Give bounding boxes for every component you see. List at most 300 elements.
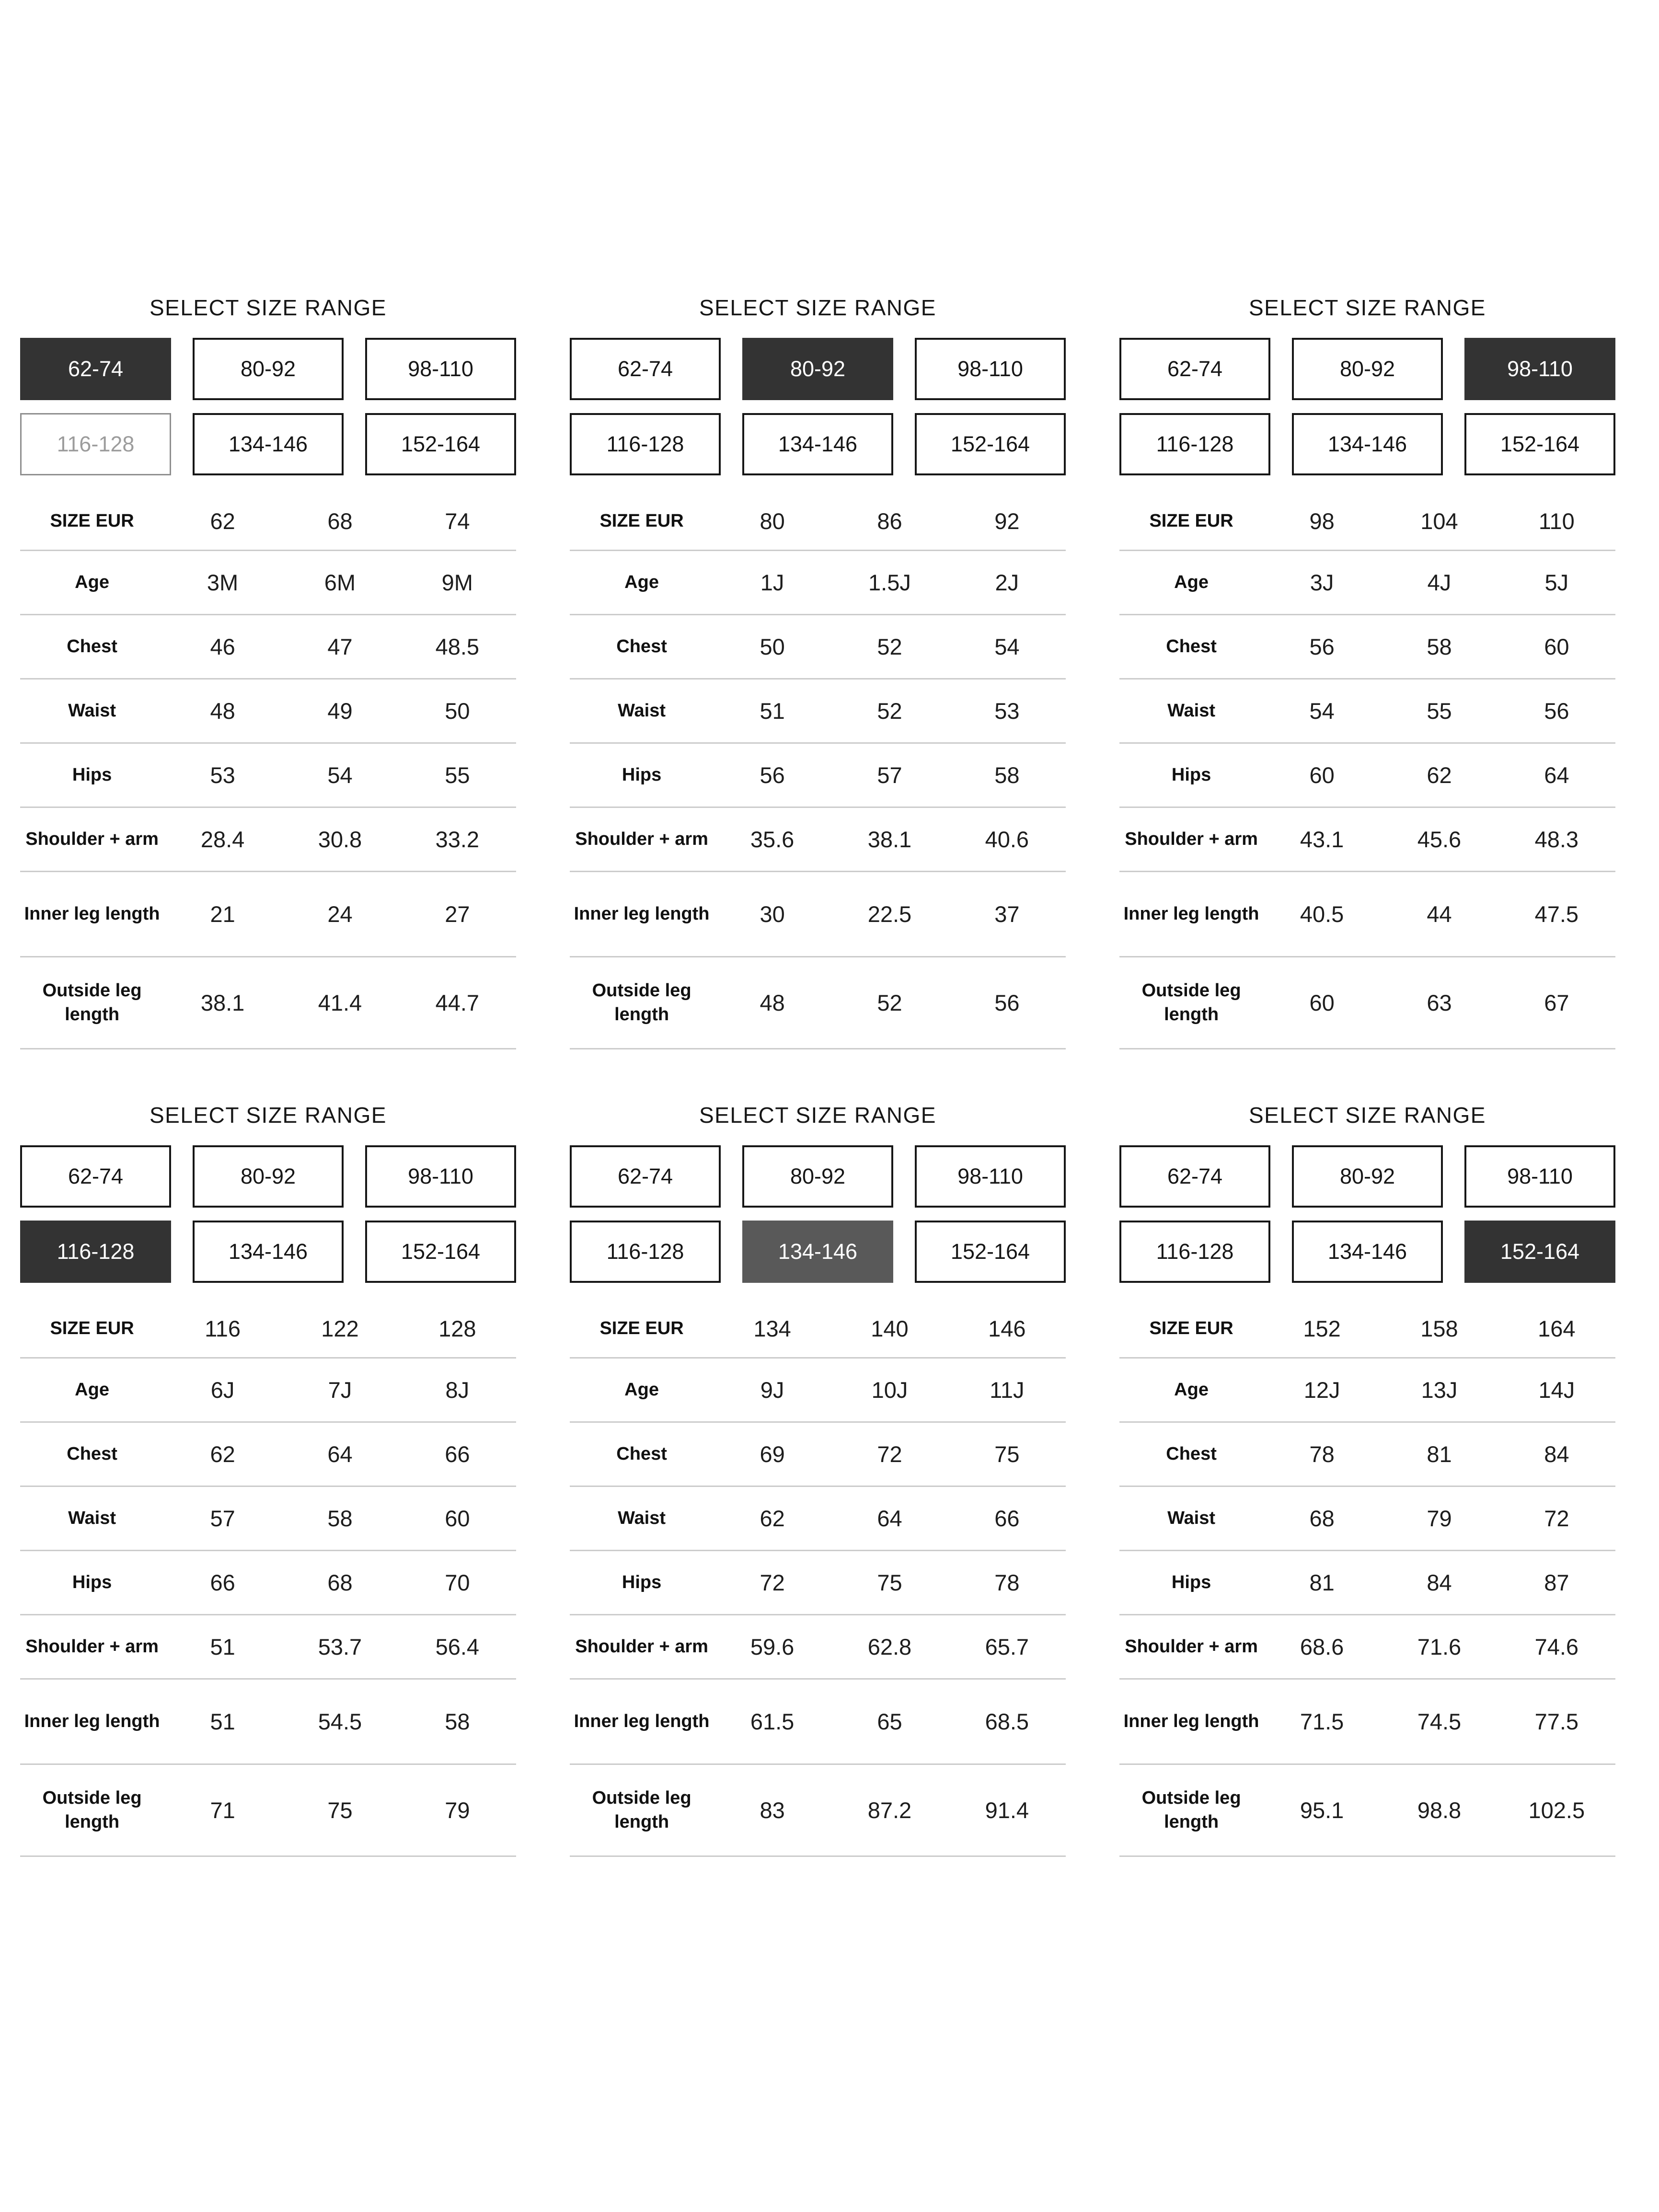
size-range-button-152-164[interactable]: 152-164: [1464, 413, 1615, 475]
row-label: Waist: [618, 700, 666, 721]
measurement-value: 70: [445, 1570, 470, 1595]
table-row-inner-leg-length: [20, 1680, 516, 1765]
table-row-age: [1119, 1359, 1615, 1423]
measurement-value: 68.5: [985, 1709, 1029, 1734]
measurement-value: 48: [760, 990, 785, 1015]
table-row-outside-leg-length: [20, 957, 516, 1049]
measurement-value: 134: [753, 1316, 791, 1341]
size-range-button-62-74[interactable]: 62-74: [570, 338, 721, 400]
table-row-age: [570, 551, 1066, 615]
measurement-value: 7J: [328, 1377, 352, 1403]
size-range-button-134-146[interactable]: 134-146: [193, 413, 344, 475]
measurement-value: 128: [438, 1316, 476, 1341]
size-range-button-134-146[interactable]: 134-146: [1292, 1221, 1443, 1283]
row-label: Outside leg length: [42, 980, 142, 1025]
size-chart-panel: [570, 295, 1066, 1049]
measurement-value: 63: [1427, 990, 1452, 1015]
measurement-value: 64: [327, 1441, 353, 1467]
measurement-value: 71.6: [1417, 1634, 1462, 1659]
size-range-button-62-74[interactable]: 62-74: [570, 1145, 721, 1208]
measurement-value: 81: [1309, 1570, 1335, 1595]
size-range-button-116-128[interactable]: 116-128: [1119, 1221, 1270, 1283]
measurement-value: 69: [760, 1441, 785, 1467]
table-row-waist: [1119, 680, 1615, 744]
measurement-value: 56: [1309, 634, 1335, 659]
measurement-value: 71.5: [1300, 1709, 1344, 1734]
measurement-value: 44: [1427, 901, 1452, 927]
size-chart-panel: [570, 1102, 1066, 1857]
measurement-value: 52: [877, 990, 902, 1015]
row-label: Shoulder + arm: [25, 829, 159, 849]
measurement-value: 51: [210, 1709, 235, 1734]
row-label: Hips: [622, 764, 662, 785]
measurement-value: 54.5: [318, 1709, 362, 1734]
row-label: Chest: [67, 636, 117, 657]
measurement-value: 78: [994, 1570, 1020, 1595]
measurement-value: 35.6: [750, 827, 795, 852]
measurement-value: 54: [1309, 698, 1335, 724]
row-label: Shoulder + arm: [1125, 1636, 1258, 1657]
table-row-outside-leg-length: [20, 1765, 516, 1857]
table-row-inner-leg-length: [570, 872, 1066, 957]
row-label: SIZE EUR: [50, 1318, 134, 1338]
measurement-value: 38.1: [867, 827, 912, 852]
measurement-value: 91.4: [985, 1797, 1029, 1823]
size-range-button-134-146[interactable]: 134-146: [742, 1221, 893, 1283]
measurement-value: 55: [1427, 698, 1452, 724]
size-chart-panel: [20, 295, 516, 1049]
measurement-value: 37: [994, 901, 1020, 927]
measurement-value: 11J: [990, 1377, 1025, 1403]
table-row-waist: [570, 680, 1066, 744]
table-row-chest: [1119, 615, 1615, 680]
measurement-value: 146: [988, 1316, 1026, 1341]
table-row-chest: [20, 1423, 516, 1487]
row-label: Waist: [68, 1508, 116, 1528]
size-range-button-98-110[interactable]: 98-110: [365, 1145, 516, 1208]
size-range-button-134-146[interactable]: 134-146: [1292, 413, 1443, 475]
measurement-value: 87.2: [867, 1797, 912, 1823]
select-size-range-title: SELECT SIZE RANGE: [699, 1103, 936, 1128]
table-row-inner-leg-length: [1119, 1680, 1615, 1765]
measurement-value: 27: [445, 901, 470, 927]
size-range-button-62-74[interactable]: 62-74: [1119, 1145, 1270, 1208]
measurement-value: 47.5: [1534, 901, 1579, 927]
size-range-button-80-92[interactable]: 80-92: [193, 338, 344, 400]
row-label: Age: [624, 572, 659, 592]
measurements-table: [570, 1300, 1066, 1857]
row-label: Hips: [72, 764, 112, 785]
row-label: Inner leg length: [24, 903, 160, 924]
measurement-value: 47: [327, 634, 353, 659]
size-range-button-80-92[interactable]: 80-92: [742, 1145, 893, 1208]
measurement-value: 30.8: [318, 827, 362, 852]
table-row-chest: [20, 615, 516, 680]
row-label: Chest: [1166, 1443, 1217, 1464]
measurement-value: 77.5: [1534, 1709, 1579, 1734]
size-range-button-116-128[interactable]: 116-128: [1119, 413, 1270, 475]
size-range-button-62-74[interactable]: 62-74: [20, 1145, 171, 1208]
table-row-size-eur: [20, 1300, 516, 1359]
measurement-value: 9M: [441, 570, 473, 595]
table-row-size-eur: [570, 493, 1066, 551]
measurement-value: 98.8: [1417, 1797, 1462, 1823]
table-row-shoulder-arm: [570, 808, 1066, 872]
measurement-value: 48.3: [1534, 827, 1579, 852]
size-range-button-80-92[interactable]: 80-92: [1292, 338, 1443, 400]
row-label: Outside leg length: [592, 1788, 691, 1832]
measurement-value: 75: [327, 1797, 353, 1823]
measurement-value: 92: [994, 508, 1020, 534]
size-range-button-116-128[interactable]: 116-128: [20, 1221, 171, 1283]
measurement-value: 58: [327, 1506, 353, 1531]
measurement-value: 84: [1544, 1441, 1569, 1467]
measurements-table: [570, 493, 1066, 1049]
measurement-value: 83: [760, 1797, 785, 1823]
measurement-value: 79: [445, 1797, 470, 1823]
measurement-value: 56: [760, 762, 785, 788]
measurement-value: 60: [445, 1506, 470, 1531]
measurement-value: 10J: [871, 1377, 908, 1403]
row-label: Inner leg length: [574, 903, 710, 924]
measurement-value: 66: [994, 1506, 1020, 1531]
row-label: Waist: [1167, 1508, 1216, 1528]
row-label: Waist: [618, 1508, 666, 1528]
measurement-value: 110: [1538, 508, 1575, 534]
measurement-value: 74: [445, 508, 470, 534]
measurement-value: 13J: [1421, 1377, 1458, 1403]
size-range-selector: [570, 1145, 1066, 1283]
size-range-button-98-110[interactable]: 98-110: [365, 338, 516, 400]
measurement-value: 64: [1544, 762, 1569, 788]
row-label: Chest: [67, 1443, 117, 1464]
measurements-table: [1119, 493, 1615, 1049]
measurement-value: 55: [445, 762, 470, 788]
row-label: Inner leg length: [1123, 903, 1259, 924]
size-range-selector: [1119, 338, 1615, 475]
table-row-size-eur: [1119, 1300, 1615, 1359]
row-label: Waist: [68, 700, 116, 721]
measurements-table: [1119, 1300, 1615, 1857]
measurement-value: 30: [760, 901, 785, 927]
row-label: Shoulder + arm: [575, 1636, 708, 1657]
size-range-selector: [20, 338, 516, 475]
measurement-value: 22.5: [867, 901, 912, 927]
measurement-value: 44.7: [435, 990, 480, 1015]
measurement-value: 52: [877, 634, 902, 659]
row-label: SIZE EUR: [1149, 510, 1233, 531]
measurement-value: 59.6: [750, 1634, 795, 1659]
row-label: Hips: [72, 1572, 112, 1592]
row-label: Age: [1174, 572, 1209, 592]
measurement-value: 33.2: [435, 827, 480, 852]
measurement-value: 21: [210, 901, 235, 927]
measurement-value: 104: [1420, 508, 1458, 534]
measurement-value: 40.5: [1300, 901, 1344, 927]
row-label: Outside leg length: [1141, 980, 1241, 1025]
measurement-value: 87: [1544, 1570, 1569, 1595]
measurement-value: 24: [327, 901, 353, 927]
table-row-hips: [570, 744, 1066, 808]
measurement-value: 71: [210, 1797, 235, 1823]
size-range-button-152-164[interactable]: 152-164: [365, 1221, 516, 1283]
table-row-hips: [20, 744, 516, 808]
row-label: Age: [75, 572, 109, 592]
measurement-value: 58: [994, 762, 1020, 788]
measurements-table: [20, 1300, 516, 1857]
measurement-value: 51: [760, 698, 785, 724]
measurement-value: 28.4: [200, 827, 245, 852]
table-row-outside-leg-length: [1119, 1765, 1615, 1857]
measurement-value: 57: [877, 762, 902, 788]
select-size-range-title: SELECT SIZE RANGE: [699, 295, 936, 320]
size-range-button-152-164[interactable]: 152-164: [365, 413, 516, 475]
measurement-value: 53: [994, 698, 1020, 724]
measurement-value: 60: [1309, 990, 1335, 1015]
measurement-value: 52: [877, 698, 902, 724]
measurement-value: 58: [445, 1709, 470, 1734]
size-range-button-152-164[interactable]: 152-164: [915, 1221, 1066, 1283]
measurement-value: 1.5J: [868, 570, 911, 595]
row-label: SIZE EUR: [1149, 1318, 1233, 1338]
measurement-value: 54: [994, 634, 1020, 659]
row-label: Age: [1174, 1379, 1209, 1400]
measurement-value: 68: [1309, 1506, 1335, 1531]
table-row-inner-leg-length: [1119, 872, 1615, 957]
table-row-age: [570, 1359, 1066, 1423]
table-row-hips: [20, 1551, 516, 1615]
row-label: Shoulder + arm: [1125, 829, 1258, 849]
measurement-value: 61.5: [750, 1709, 795, 1734]
row-label: Hips: [622, 1572, 662, 1592]
row-label: Shoulder + arm: [25, 1636, 159, 1657]
size-range-button-62-74[interactable]: 62-74: [20, 338, 171, 400]
size-range-button-152-164[interactable]: 152-164: [1464, 1221, 1615, 1283]
measurement-value: 14J: [1538, 1377, 1575, 1403]
table-row-outside-leg-length: [1119, 957, 1615, 1049]
size-range-button-80-92[interactable]: 80-92: [742, 338, 893, 400]
table-row-inner-leg-length: [570, 1680, 1066, 1765]
table-row-inner-leg-length: [20, 872, 516, 957]
measurement-value: 50: [760, 634, 785, 659]
row-label: SIZE EUR: [50, 510, 134, 531]
measurement-value: 81: [1427, 1441, 1452, 1467]
table-row-shoulder-arm: [20, 1615, 516, 1680]
measurement-value: 51: [210, 1634, 235, 1659]
table-row-chest: [570, 1423, 1066, 1487]
table-row-size-eur: [20, 493, 516, 551]
table-row-hips: [570, 1551, 1066, 1615]
measurement-value: 3J: [1310, 570, 1334, 595]
measurement-value: 95.1: [1300, 1797, 1344, 1823]
row-label: Outside leg length: [42, 1788, 142, 1832]
row-label: Waist: [1167, 700, 1216, 721]
measurement-value: 41.4: [318, 990, 362, 1015]
row-label: Inner leg length: [1123, 1711, 1259, 1731]
measurement-value: 86: [877, 508, 902, 534]
measurement-value: 102.5: [1528, 1797, 1585, 1823]
measurement-value: 80: [760, 508, 785, 534]
size-chart-grid: [20, 295, 1615, 1857]
row-label: Inner leg length: [574, 1711, 710, 1731]
table-row-age: [1119, 551, 1615, 615]
table-row-size-eur: [1119, 493, 1615, 551]
measurements-table: [20, 493, 516, 1049]
measurement-value: 50: [445, 698, 470, 724]
measurement-value: 54: [327, 762, 353, 788]
size-range-button-98-110[interactable]: 98-110: [915, 338, 1066, 400]
measurement-value: 64: [877, 1506, 902, 1531]
measurement-value: 6M: [324, 570, 356, 595]
size-range-button-62-74[interactable]: 62-74: [1119, 338, 1270, 400]
size-chart-panel: [1119, 295, 1615, 1049]
size-range-button-116-128[interactable]: 116-128: [20, 413, 171, 475]
size-chart-panel: [20, 1102, 516, 1857]
table-row-chest: [1119, 1423, 1615, 1487]
measurement-value: 62: [1427, 762, 1452, 788]
measurement-value: 67: [1544, 990, 1569, 1015]
measurement-value: 74.5: [1417, 1709, 1462, 1734]
row-label: SIZE EUR: [599, 510, 684, 531]
table-row-waist: [20, 680, 516, 744]
measurement-value: 79: [1427, 1506, 1452, 1531]
row-label: SIZE EUR: [599, 1318, 684, 1338]
row-label: Outside leg length: [1141, 1788, 1241, 1832]
table-row-shoulder-arm: [20, 808, 516, 872]
measurement-value: 140: [871, 1316, 909, 1341]
row-label: Hips: [1171, 1572, 1211, 1592]
measurement-value: 40.6: [985, 827, 1029, 852]
size-range-button-116-128[interactable]: 116-128: [570, 413, 721, 475]
measurement-value: 164: [1538, 1316, 1576, 1341]
measurement-value: 72: [760, 1570, 785, 1595]
table-row-chest: [570, 615, 1066, 680]
measurement-value: 48.5: [435, 634, 480, 659]
measurement-value: 122: [321, 1316, 359, 1341]
table-row-hips: [1119, 1551, 1615, 1615]
table-row-outside-leg-length: [570, 957, 1066, 1049]
measurement-value: 75: [877, 1570, 902, 1595]
measurement-value: 60: [1544, 634, 1569, 659]
measurement-value: 72: [1544, 1506, 1569, 1531]
row-label: Age: [75, 1379, 109, 1400]
size-range-button-98-110[interactable]: 98-110: [1464, 1145, 1615, 1208]
size-range-button-134-146[interactable]: 134-146: [193, 1221, 344, 1283]
size-range-selector: [570, 338, 1066, 475]
measurement-value: 116: [205, 1316, 241, 1341]
measurement-value: 62: [210, 1441, 235, 1467]
measurement-value: 72: [877, 1441, 902, 1467]
size-range-button-98-110[interactable]: 98-110: [1464, 338, 1615, 400]
measurement-value: 49: [327, 698, 353, 724]
select-size-range-title: SELECT SIZE RANGE: [149, 1103, 387, 1128]
measurement-value: 48: [210, 698, 235, 724]
measurement-value: 56: [1544, 698, 1569, 724]
table-row-hips: [1119, 744, 1615, 808]
measurement-value: 56: [994, 990, 1020, 1015]
measurement-value: 74.6: [1534, 1634, 1579, 1659]
table-row-waist: [1119, 1487, 1615, 1551]
measurement-value: 68: [327, 508, 353, 534]
measurement-value: 5J: [1544, 570, 1569, 595]
measurement-value: 53.7: [318, 1634, 362, 1659]
row-label: Hips: [1171, 764, 1211, 785]
measurement-value: 65: [877, 1709, 902, 1734]
row-label: Chest: [1166, 636, 1217, 657]
measurement-value: 38.1: [200, 990, 245, 1015]
measurement-value: 58: [1427, 634, 1452, 659]
measurement-value: 66: [445, 1441, 470, 1467]
size-range-button-152-164[interactable]: 152-164: [915, 413, 1066, 475]
measurement-value: 56.4: [435, 1634, 480, 1659]
measurement-value: 1J: [760, 570, 784, 595]
measurement-value: 60: [1309, 762, 1335, 788]
measurement-value: 9J: [760, 1377, 784, 1403]
size-range-button-80-92[interactable]: 80-92: [1292, 1145, 1443, 1208]
measurement-value: 98: [1309, 508, 1335, 534]
size-range-selector: [20, 1145, 516, 1283]
row-label: Outside leg length: [592, 980, 691, 1025]
size-range-button-98-110[interactable]: 98-110: [915, 1145, 1066, 1208]
measurement-value: 53: [210, 762, 235, 788]
size-range-button-134-146[interactable]: 134-146: [742, 413, 893, 475]
row-label: Shoulder + arm: [575, 829, 708, 849]
table-row-shoulder-arm: [570, 1615, 1066, 1680]
row-label: Chest: [616, 636, 667, 657]
measurement-value: 65.7: [985, 1634, 1029, 1659]
size-chart-panel: [1119, 1102, 1615, 1857]
measurement-value: 78: [1309, 1441, 1335, 1467]
measurement-value: 43.1: [1300, 827, 1344, 852]
size-range-button-116-128[interactable]: 116-128: [570, 1221, 721, 1283]
measurement-value: 62: [760, 1506, 785, 1531]
select-size-range-title: SELECT SIZE RANGE: [1248, 1103, 1486, 1128]
measurement-value: 68.6: [1300, 1634, 1344, 1659]
measurement-value: 75: [994, 1441, 1020, 1467]
size-range-selector: [1119, 1145, 1615, 1283]
measurement-value: 12J: [1303, 1377, 1340, 1403]
table-row-shoulder-arm: [1119, 808, 1615, 872]
table-row-size-eur: [570, 1300, 1066, 1359]
row-label: Age: [624, 1379, 659, 1400]
measurement-value: 84: [1427, 1570, 1452, 1595]
measurement-value: 158: [1420, 1316, 1458, 1341]
measurement-value: 6J: [210, 1377, 235, 1403]
table-row-age: [20, 551, 516, 615]
measurement-value: 57: [210, 1506, 235, 1531]
table-row-waist: [570, 1487, 1066, 1551]
measurement-value: 3M: [207, 570, 239, 595]
measurement-value: 152: [1303, 1316, 1341, 1341]
measurement-value: 68: [327, 1570, 353, 1595]
size-range-button-80-92[interactable]: 80-92: [193, 1145, 344, 1208]
measurement-value: 8J: [445, 1377, 470, 1403]
measurement-value: 62: [210, 508, 235, 534]
row-label: Inner leg length: [24, 1711, 160, 1731]
table-row-waist: [20, 1487, 516, 1551]
measurement-value: 62.8: [867, 1634, 912, 1659]
measurement-value: 2J: [995, 570, 1019, 595]
select-size-range-title: SELECT SIZE RANGE: [149, 295, 387, 320]
table-row-age: [20, 1359, 516, 1423]
table-row-shoulder-arm: [1119, 1615, 1615, 1680]
measurement-value: 4J: [1427, 570, 1452, 595]
measurement-value: 66: [210, 1570, 235, 1595]
measurement-value: 45.6: [1417, 827, 1462, 852]
measurement-value: 46: [210, 634, 235, 659]
select-size-range-title: SELECT SIZE RANGE: [1248, 295, 1486, 320]
row-label: Chest: [616, 1443, 667, 1464]
